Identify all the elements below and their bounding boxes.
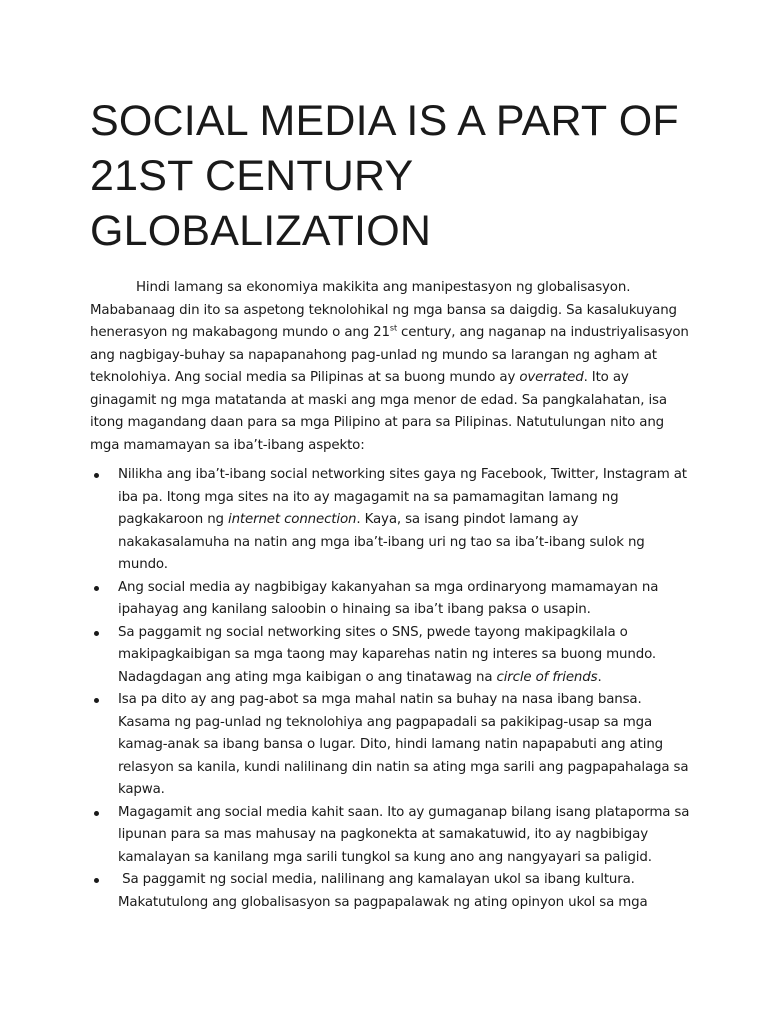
bullet-emphasis: circle of friends [496,669,598,685]
bullet-item [90,802,690,870]
bullet-item [90,577,690,622]
bullet-dot-icon [94,473,99,478]
bullet-text: Isa pa dito ay ang pag-abot sa mga mahal natin sa buhay na nasa ibang bansa. Kasama ng pag-unlad ng teknolohiya ang pagpapadali sa pakikipag-usap sa mga kamag-anak sa ibang bansa o lugar. Dito, hindi lamang natin napapabuti ang ating relasyon sa kanila, kundi nalilinang din natin sa ating mga sarili ang pagpapahalaga sa kapwa. [118,692,689,797]
intro-paragraph [90,277,690,457]
bullet-text-end: . Kaya, sa isang pindot lamang ay nakakasalamuha na natin ang mga iba’t-ibang uri ng tao sa iba’t-ibang sulok ng mundo. [118,512,645,572]
bullet-dot-icon [94,631,99,636]
bullet-text: Ang social media ay nagbibigay kakanyahan sa mga ordinaryong mamamayan na ipahayag ang kanilang saloobin o hinaing sa iba’t ibang paksa o usapin. [118,579,659,617]
document-title: SOCIAL MEDIA IS A PART OF 21ST CENTURY GLOBALIZATION [90,97,679,255]
bullet-item [90,464,690,577]
intro-text-1: Hindi lamang sa ekonomiya makikita ang manipestasyon ng globalisasyon. Mababanaag din ito sa aspetong teknolohikal ng mga bansa sa daigdig. Sa kasalukuyang henerasyon ng makabagong mundo o ang 21 [90,280,677,340]
bullet-dot-icon [94,698,99,703]
bullet-item [90,622,690,690]
ordinal-superscript: st [389,323,397,333]
bullet-dot-icon [94,878,99,883]
bullet-item [90,689,690,802]
bullet-text: Sa paggamit ng social networking sites o SNS, pwede tayong makipagkilala o makipagkaibigan sa mga taong may kaparehas natin ng interes sa buong mundo. Nadagdagan ang ating mga kaibigan o ang tinatawag na [118,624,656,685]
bullet-text: Sa paggamit ng social media, nalilinang ang kamalayan ukol sa ibang kultura. Makatutulong ang globalisasyon sa pagpapalawak ng ating opinyon ukol sa mga [118,872,648,910]
bullet-dot-icon [94,811,99,816]
bullet-text: Magagamit ang social media kahit saan. Ito ay gumaganap bilang isang plataporma sa lipunan para sa mas mahusay na pagkonekta at samakatuwid, ito ay nagbibigay kamalayan sa kanilang mga sarili tungkol sa kung ano ang nangyayari sa paligid. [118,804,690,865]
intro-text-3: . Ito ay ginagamit ng mga matatanda at maski ang mga menor de edad. Sa pangkalahatan, isa itong magandang daan para sa mga Pilipino at para sa Pilipinas. Natutulungan nito ang mga mamamayan sa iba’t-ibang aspekto: [90,370,667,453]
bullet-text: Nilikha ang iba’t-ibang social networking sites gaya ng Facebook, Twitter, Instagram at iba pa. Itong mga sites na ito ay magagamit na sa pamamagitan lamang ng pagkakaroon ng [118,467,687,527]
bullet-list [90,464,690,914]
intro-text-2: century, ang naganap na industriyalisasyon ang nagbigay-buhay sa napapanahong pag-unlad ng mundo sa larangan ng agham at teknolohiya. Ang social media sa Pilipinas at sa buong mundo ay [90,325,689,385]
bullet-dot-icon [94,586,99,591]
bullet-emphasis: internet connection [228,512,357,527]
bullet-text-end: . [597,669,602,685]
intro-emphasis: overrated [519,370,584,385]
bullet-item [90,869,690,914]
